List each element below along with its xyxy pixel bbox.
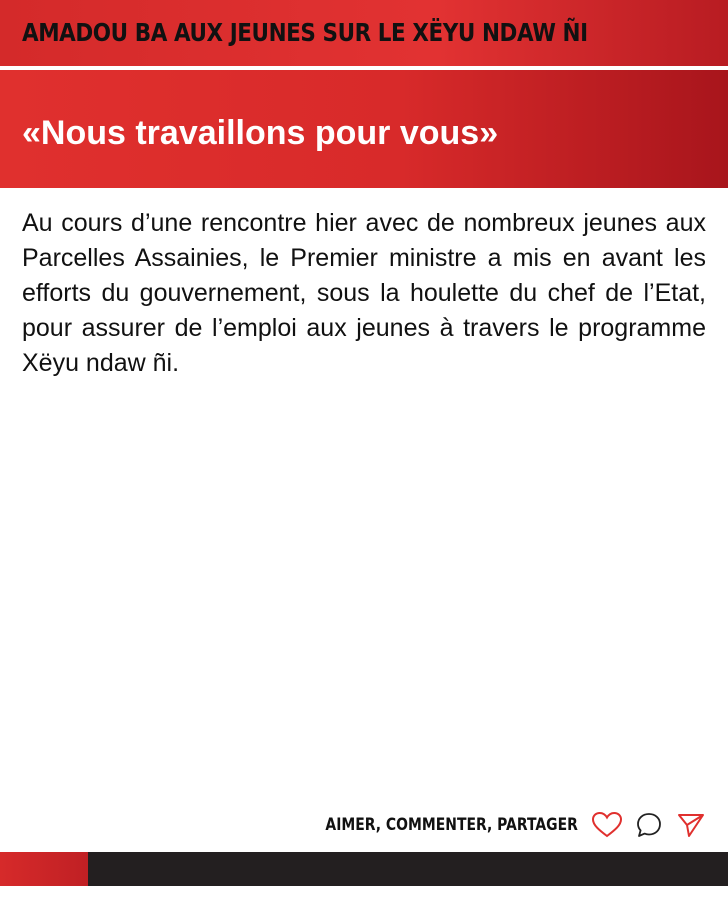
heart-icon[interactable]: [590, 808, 624, 842]
headline-band: [0, 70, 728, 188]
social-footer: [270, 808, 708, 842]
bottom-bar: [0, 852, 728, 886]
share-icon[interactable]: [674, 808, 708, 842]
headline: «Nous travaillons pour vous»: [22, 114, 499, 152]
top-banner: [0, 0, 728, 66]
comment-icon[interactable]: [632, 808, 666, 842]
article-body: Au cours d’une rencontre hier avec de nombreux jeunes aux Parcelles Assainies, le Premier ministre a mis en avant les efforts du gouvernement, sous la houlette du chef de l’Etat, pour assurer de l’emploi aux jeunes à travers le programme Xëyu ndaw ñi.: [22, 209, 706, 377]
bottom-accent: [0, 852, 88, 886]
kicker-title: AMADOU BA AUX JEUNES SUR LE XËYU NDAW ÑI: [22, 18, 588, 47]
cta-label: AIMER, COMMENTER, PARTAGER: [325, 815, 578, 835]
